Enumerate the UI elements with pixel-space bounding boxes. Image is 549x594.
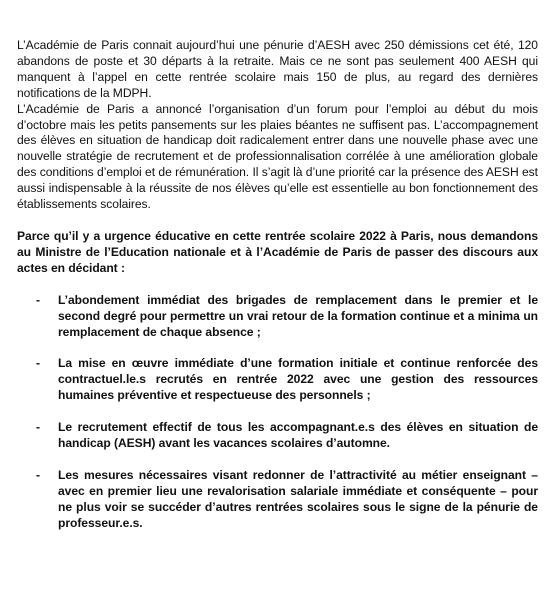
intro-paragraph-2: L’Académie de Paris a annoncé l’organisation d’un forum pour l’emploi au début du mois d’octobre mais les petits pansements sur les plaies béantes ne suffisent pas. L’accompagnement des élèves en situation de handicap doit radicalement entrer dans une nouvelle phase avec une nouvelle stratégie de recrutement et de professionnalisation corrélée à une amélioration globale des conditions d’emploi et de rémunération. Il s’agit là d’une priorité car la présence des AESH est aussi indispensable à la réussite de nos élèves qu’elle est essentielle au bon fonctionnement des établissements scolaires. [17,101,538,212]
demand-intro: Parce qu’il y a urgence éducative en cette rentrée scolaire 2022 à Paris, nous demandons au Ministre de l’Education nationale et à l’Académie de Paris de passer des discours aux actes en décidant : [17,228,538,275]
dash-bullet: - [36,467,40,482]
dash-bullet: - [36,356,40,371]
list-item [17,468,538,532]
dash-bullet: - [36,292,40,307]
paragraph-spacer [17,213,538,229]
paragraph-spacer [17,277,538,293]
intro-paragraph-1: L’Académie de Paris connait aujourd’hui une pénurie d’AESH avec 250 démissions cet été, 120 abandons de poste et 30 départs à la retraite. Mais ce ne sont pas seulement 400 AESH qui manquent à l’appel en cette rentrée scolaire mais 150 de plus, au regard des dernières notifications de la MDPH. [17,38,538,100]
demands-list [17,293,538,532]
demand-text: Les mesures nécessaires visant redonner de l’attractivité au métier enseignant – avec en premier lieu une revalorisation salariale immédiate et conséquente – pour ne plus voir se succéder d’autres rentrées scolaires sous le signe de la pénurie de professeur.e.s. [58,467,538,530]
demand-text: Le recrutement effectif de tous les accompagnant.e.s des élèves en situation de handicap (AESH) avant les vacances scolaires d’automne. [58,420,538,451]
list-item [17,356,538,404]
document-body [17,38,538,548]
list-item [17,293,538,341]
demand-text: La mise en œuvre immédiate d’une formation initiale et continue renforcée des contractuel.le.s recrutés en rentrée 2022 avec une gestion des ressources humaines préventive et respectueuse des personnels ; [58,356,538,403]
demand-text: L’abondement immédiat des brigades de remplacement dans le premier et le second degré pour permettre un vrai retour de la formation continue et a minima un remplacement de chaque absence ; [58,292,538,339]
list-item [17,420,538,452]
dash-bullet: - [36,420,40,435]
